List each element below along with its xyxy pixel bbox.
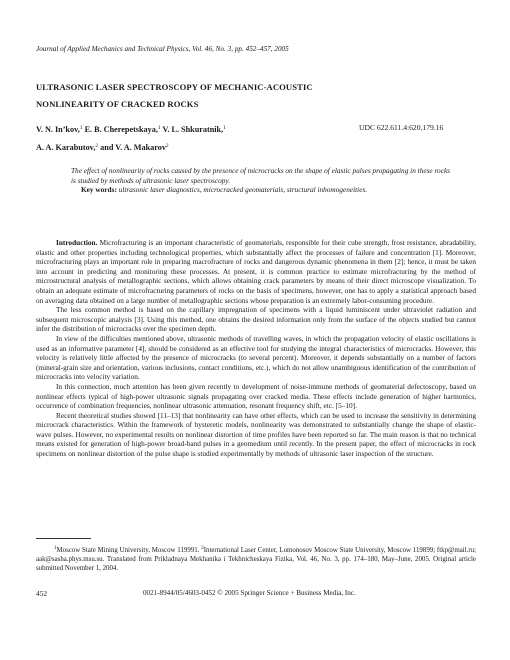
author-name: V. N. In’kov, [36,125,80,134]
author-name: E. B. Cherepetskaya, [84,125,158,134]
affiliation-mark: 2 [165,143,169,149]
abstract-block [71,166,451,195]
keywords-text: ultrasonic laser diagnostics, microcracked geomaterials, structural inhomogeneities. [118,185,368,195]
article-title [36,79,476,113]
body-paragraph: In this connection, much attention has been given recently to development of noise-immune methods of geomaterial defectoscopy, based on nonlinear effects typical of high-power ultrasonic signals propagating over cracked media. These effects include generation of higher harmonics, occurrence of combination frequencies, nonlinear ultrasonic attenuation, resonant frequency shift, etc. [5–10]. [36,381,476,411]
author-name: A. A. Karabutov, [36,143,96,152]
author-name: and V. A. Makarov [100,143,166,152]
affiliation-mark: 2 [95,143,99,149]
keywords-line [71,185,451,195]
affiliation-mark: 1 [79,125,83,131]
footnote [36,544,476,574]
author-name: V. L. Shkuratnik, [162,125,224,134]
affiliation-mark: 1 [223,125,226,131]
footnote-mark: 2 [201,546,204,551]
author-list [36,120,366,156]
article-body [36,238,476,459]
copyright-line: 0021-8944/05/4603-0452 © 2005 Springer Science + Business Media, Inc. [143,589,356,597]
body-paragraph: Recent theoretical studies showed [11–13] that nonlinearity can have other effects, which can be used to increase the sensitivity in determining microcrack characteristics. Within the framework of hysteretic models, nonlinearity was demonstrated to substantially change the shape of elastic-wave pulses. However, no experimental results on nonlinear distortion of time profiles have been reported so far. The main reason is that no technical means existed for generation of high-power broad-band pulses in a geomedium until recently. In the present paper, the effect of microcracks in rock specimens on nonlinear distortion of the pulse shape is studied experimentally by methods of ultrasonic laser inspection of the structure. [36,410,476,459]
abstract-text: The effect of nonlinearity of rocks caused by the presence of microcracks on the shape of elastic pulses propagating in these rocks is studied by methods of ultrasonic laser spectroscopy. [71,166,451,185]
body-paragraph [36,238,476,305]
author-line [36,120,366,138]
footnote-mark: 1 [54,546,57,551]
footnote-affiliation: Moscow State Mining University, Moscow 119991. [56,547,200,554]
keywords-label: Key words: [81,185,117,195]
body-paragraph: The less common method is based on the capillary impregnation of specimens with a liquid luminiscent under ultraviolet radiation and subsequent microscopic analysis [3]. Using this method, one obtains the desired information only from the surface of the objects studied but cannot infer the distribution of microcracks over the specimen depth. [36,305,476,334]
footnote-text: International Laser Center, Lomonosov Moscow State University, Moscow 119899; ftkp@mail.ru; aak@sasha.phys.msu.su. Translated from Prikladnaya Mekhanika i Tekhnicheskaya Fizika, Vol. 46, No. 3, pp. 174–180, May–June, 2005. Original article submitted November 1, 2004. [36,547,476,573]
body-paragraph: In view of the difficulties mentioned above, ultrasonic methods of travelling waves, in which the propagation velocity of elastic oscillations is used as an informative parameter [4], should be considered as an effective tool for studying the integral characteristics of microcracks. However, this velocity is relatively little affected by the presence of microcracks (to several percent). Moreover, it depends substantially on a number of factors (mineral-grain size and orientation, various inclusions, contact conditions, etc.), which do not allow unambiguous identification of the contribution of microcracks into velocity variation. [36,333,476,382]
journal-citation: Journal of Applied Mechanics and Technical Physics, Vol. 46, No. 3, pp. 452–457, 2005 [36,45,289,53]
section-heading: Introduction. [56,238,98,247]
udc-code: UDC 622.611.4:620.179.16 [359,123,444,132]
paragraph-text: Microfracturing is an important characteristic of geomaterials, responsible for their cube strength, frost resistance, abradability, elastic and other properties including technological properties, which substantially affect the processes of failure and concentration [1]. Moreover, microfracturing plays an important role in preparing macrofracture of rocks and dangerous dynamic phenomena in them [2]; hence, it must be taken into account in predicting and monitoring these processes. At present, it is common practice to estimate microfracturing by the method of microstructural analysis of metallographic sections, which allows obtaining crack parameters by means of their direct microscope visualization. To obtain an adequate estimate of microfracturing parameters of rocks on the basis of specimens, however, one has to apply a statistical approach based on averaging data obtained on a large number of metallographic sections whose preparation is an extremely labor-consuming procedure. [36,238,476,305]
page-number: 452 [36,589,48,598]
title-line: NONLINEARITY OF CRACKED ROCKS [36,99,199,109]
affiliation-mark: 1 [157,125,161,131]
footnote-rule [36,538,91,539]
title-line: ULTRASONIC LASER SPECTROSCOPY OF MECHANIC-ACOUSTIC [36,82,313,92]
author-line [36,138,366,156]
